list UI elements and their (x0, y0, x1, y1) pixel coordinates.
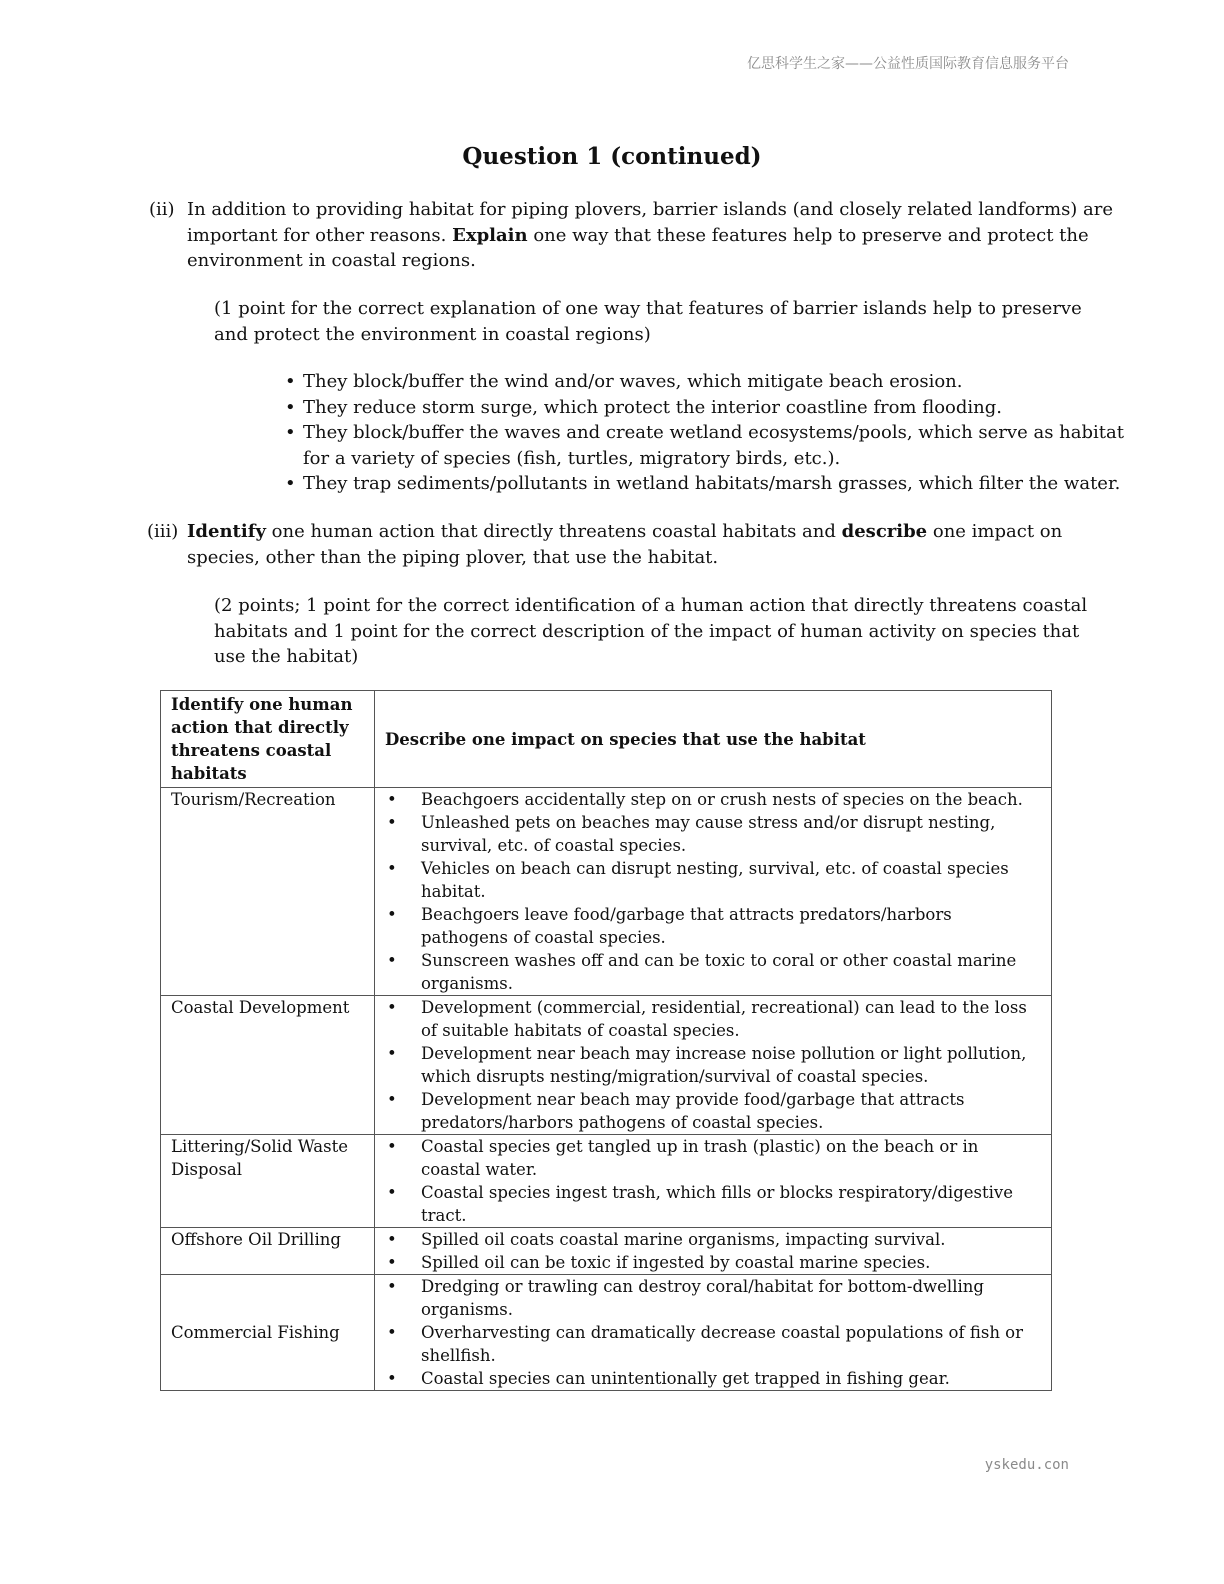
impacts-cell (375, 1135, 1052, 1228)
page-title: Question 1 (continued) (462, 143, 762, 170)
list-item: • Coastal species ingest trash, which fills or blocks respiratory/digestive tract. (387, 1183, 1014, 1225)
action-cell: Commercial Fishing (161, 1275, 375, 1391)
part-ii-text-a: In addition to providing habitat for piping plovers, barrier islands (and closely related landforms) are important for other reasons. (187, 199, 1114, 246)
table-row (161, 996, 1052, 1135)
header-watermark: 亿思科学生之家——公益性质国际教育信息服务平台 (747, 56, 1069, 72)
list-item: • They reduce storm surge, which protect the interior coastline from flooding. (285, 396, 1003, 418)
part-iii-keyword-describe: describe (841, 521, 928, 542)
impacts-cell (375, 1228, 1052, 1275)
action-cell: Coastal Development (161, 996, 375, 1135)
list-item: • Development near beach may provide food/garbage that attracts predators/harbors pathogens of coastal species. (387, 1090, 965, 1132)
list-item: • Development (commercial, residential, recreational) can lead to the loss of suitable habitats of coastal species. (387, 998, 1027, 1040)
action-cell: Offshore Oil Drilling (161, 1228, 375, 1275)
list-item: • Vehicles on beach can disrupt nesting, survival, etc. of coastal species habitat. (387, 859, 1009, 901)
list-item: • Beachgoers leave food/garbage that attracts predators/harbors pathogens of coastal species. (387, 905, 952, 947)
footer-watermark: yskedu.con (984, 1457, 1069, 1473)
part-ii-scoring: (1 point for the correct explanation of one way that features of barrier islands help to preserve and protect the environment in coastal regions) (214, 298, 1082, 345)
table-row (161, 1228, 1052, 1275)
part-iii-keyword-identify: Identify (187, 521, 266, 542)
list-item: • They trap sediments/pollutants in wetland habitats/marsh grasses, which filter the water. (285, 473, 1121, 494)
table-header-row (161, 691, 1052, 788)
part-iii-scoring: (2 points; 1 point for the correct identification of a human action that directly threatens coastal habitats and 1 point for the correct description of the impact of human activity on species that use the habitat) (214, 595, 1088, 667)
part-ii-answer-list (285, 369, 1135, 497)
action-cell: Tourism/Recreation (161, 788, 375, 996)
part-ii-text-b: one way that these features help to preserve and protect the environment in coastal regions. (187, 224, 1089, 271)
list-item: • Overharvesting can dramatically decrease coastal populations of fish or shellfish. (387, 1323, 1024, 1365)
list-item: • Coastal species can unintentionally get trapped in fishing gear. (387, 1369, 950, 1388)
list-item: • Dredging or trawling can destroy coral/habitat for bottom-dwelling organisms. (387, 1277, 984, 1319)
list-item: • Unleashed pets on beaches may cause stress and/or disrupt nesting, survival, etc. of coastal species. (387, 813, 996, 855)
part-iii-number: (iii) (147, 521, 179, 542)
list-item: • They block/buffer the waves and create wetland ecosystems/pools, which serve as habitat for a variety of species (fish, turtles, migratory birds, etc.). (285, 422, 1124, 469)
impacts-cell (375, 996, 1052, 1135)
table-row (161, 1275, 1052, 1391)
list-item: • Sunscreen washes off and can be toxic to coral or other coastal marine organisms. (387, 951, 1017, 993)
part-ii-prompt (149, 197, 1117, 274)
list-item: • They block/buffer the wind and/or waves, which mitigate beach erosion. (285, 371, 963, 392)
list-item: • Spilled oil coats coastal marine organisms, impacting survival. (387, 1230, 946, 1249)
part-iii-prompt (147, 519, 1117, 570)
list-item: • Spilled oil can be toxic if ingested by coastal marine species. (387, 1253, 931, 1272)
part-iii-text-a: one human action that directly threatens coastal habitats and (271, 521, 836, 542)
action-cell: Littering/Solid Waste Disposal (161, 1135, 375, 1228)
impacts-cell (375, 1275, 1052, 1391)
list-item: • Beachgoers accidentally step on or crush nests of species on the beach. (387, 790, 1023, 809)
part-ii-keyword: Explain (452, 224, 528, 246)
impacts-cell (375, 788, 1052, 996)
column-header-impact: Describe one impact on species that use the habitat (375, 691, 1052, 788)
column-header-action: Identify one human action that directly threatens coastal habitats (161, 691, 375, 788)
threats-impacts-table (160, 690, 1052, 1391)
table-row (161, 788, 1052, 996)
part-iii-text-b: one impact on species, other than the piping plover, that use the habitat. (187, 521, 1063, 568)
part-ii-number: (ii) (149, 199, 175, 220)
list-item: • Development near beach may increase noise pollution or light pollution, which disrupts nesting/migration/survival of coastal species. (387, 1044, 1027, 1086)
table-row (161, 1135, 1052, 1228)
list-item: • Coastal species get tangled up in trash (plastic) on the beach or in coastal water. (387, 1137, 979, 1179)
